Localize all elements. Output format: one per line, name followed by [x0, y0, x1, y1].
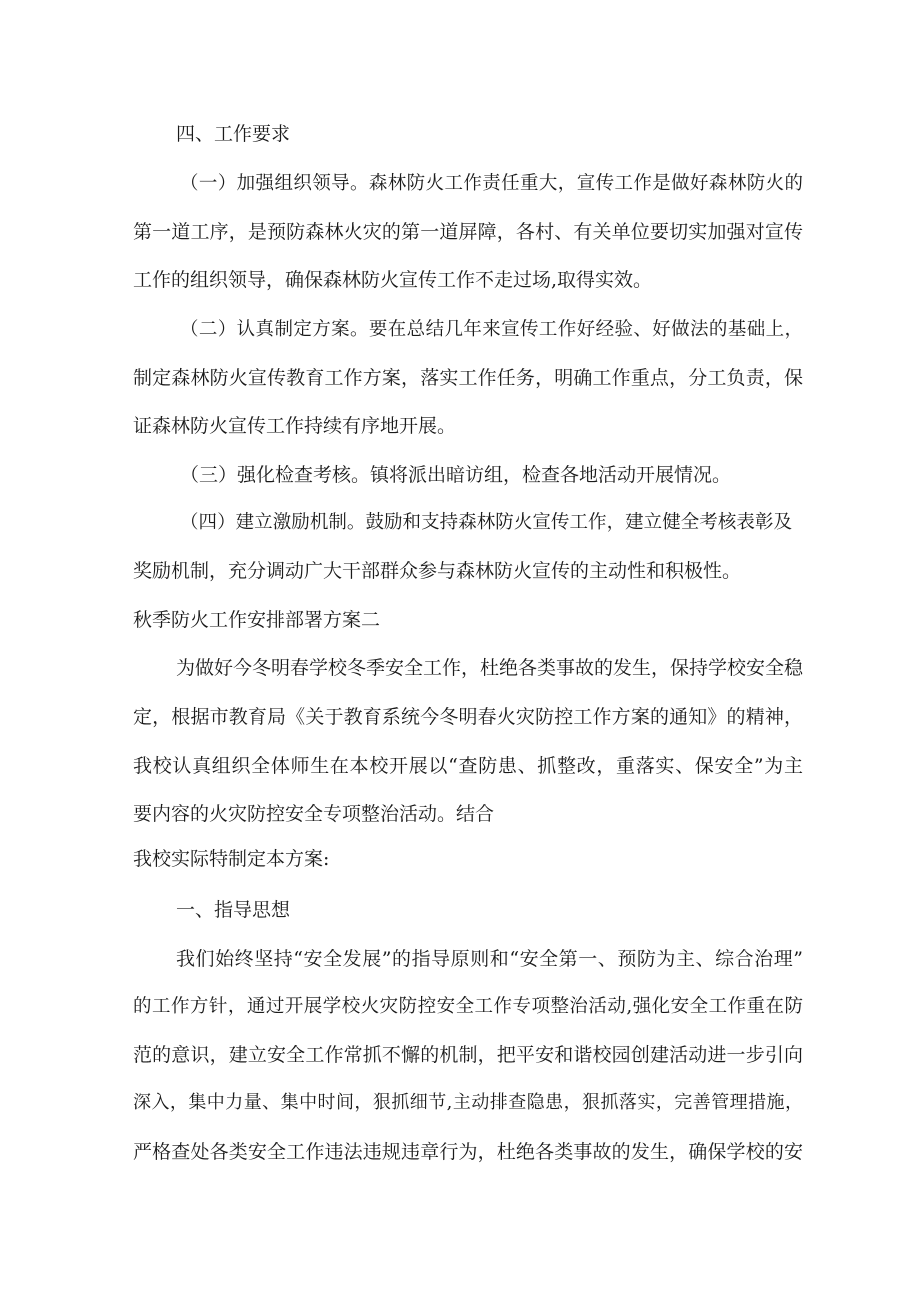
paragraph-line: 范的意识，建立安全工作常抓不懈的机制，把平安和谐校园创建活动进一步引向 [133, 1044, 803, 1066]
paragraph-line: 为做好今冬明春学校冬季安全工作，杜绝各类事故的发生，保持学校安全稳 [176, 657, 803, 679]
plan-title: 秋季防火工作安排部署方案二 [133, 609, 381, 631]
paragraph-line: 的工作方针，通过开展学校火灾防控安全工作专项整治活动,强化安全工作重在防 [133, 996, 803, 1017]
section-heading: 一、指导思想 [176, 899, 291, 921]
paragraph-line: 证森林防火宣传工作持续有序地开展。 [133, 415, 457, 437]
paragraph-line: 我校实际特制定本方案: [133, 848, 330, 870]
paragraph-line: 奖励机制，充分调动广大干部群众参与森林防火宣传的主动性和积极性。 [133, 560, 742, 582]
paragraph-line: （二）认真制定方案。要在总结几年来宣传工作好经验、好做法的基础上， [180, 319, 803, 340]
paragraph-line: 工作的组织领导，确保森林防火宣传工作不走过场,取得实效。 [133, 269, 653, 291]
paragraph-line: （四）建立激励机制。鼓励和支持森林防火宣传工作，建立健全考核表彰及 [180, 512, 792, 533]
paragraph-line: 要内容的火灾防控安全专项整治活动。结合 [133, 803, 495, 825]
paragraph-line: 严格查处各类安全工作违法违规违章行为，杜绝各类事故的发生，确保学校的安 [133, 1141, 803, 1163]
paragraph-line: 定，根据市教育局《关于教育系统今冬明春火灾防控工作方案的通知》的精神， [133, 706, 803, 728]
paragraph-line: 我们始终坚持“安全发展”的指导原则和“安全第一、预防为主、综合治理” [176, 948, 803, 970]
paragraph-line: 我校认真组织全体师生在本校开展以“查防患、抓整改，重落实、保安全”为主 [133, 755, 803, 777]
paragraph-line: 第一道工序，是预防森林火灾的第一道屏障，各村、有关单位要切实加强对宣传 [133, 221, 803, 243]
paragraph-line: 深入，集中力量、集中时间，狠抓细节,主动排查隐患，狠抓落实，完善管理措施， [133, 1092, 803, 1113]
paragraph-line: 制定森林防火宣传教育工作方案，落实工作任务，明确工作重点，分工负责，保 [133, 367, 803, 389]
section-heading: 四、工作要求 [176, 123, 291, 145]
paragraph-line: （三）强化检查考核。镇将派出暗访组，检查各地活动开展情况。 [180, 464, 732, 486]
paragraph-line: （一）加强组织领导。森林防火工作责任重大，宣传工作是做好森林防火的 [180, 173, 803, 194]
